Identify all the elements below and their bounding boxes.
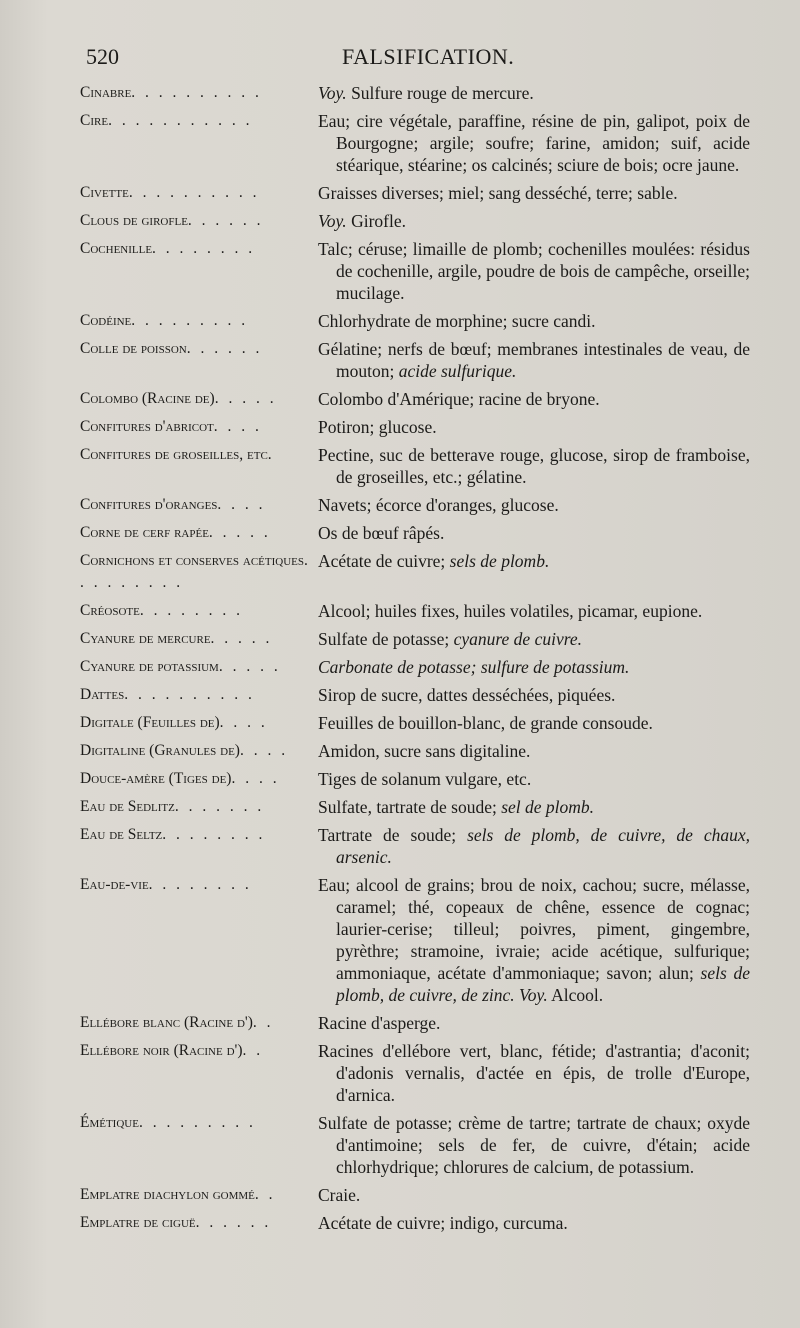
description-text: Girofle. xyxy=(346,211,406,231)
description-text: Acétate de cuivre; indigo, curcuma. xyxy=(318,1213,568,1233)
entry-row xyxy=(80,600,750,622)
entry-row xyxy=(80,768,750,790)
entry-term xyxy=(80,1112,318,1178)
entry-description xyxy=(318,1040,750,1106)
term-label: Colle de poisson xyxy=(80,340,187,357)
term-label: Eau de Seltz xyxy=(80,826,163,843)
entry-description xyxy=(318,522,750,544)
see-also-lead: Voy. xyxy=(318,83,347,103)
term-label: Emplatre de ciguë xyxy=(80,1214,196,1231)
entry-term xyxy=(80,338,318,382)
description-text: Feuilles de bouillon-blanc, de grande consoude. xyxy=(318,713,653,733)
description-text: Eau; alcool de grains; brou de noix, cachou; sucre, mélasse, caramel; thé, copeaux de chêne, essence de cognac; laurier-cerise; tilleul; poivres, piment, gingembre, pyrèthre; stramoine, ivraie; acide acétique, sulfurique; ammoniaque, acétate d'ammoniaque; savon; alun; xyxy=(318,875,750,983)
entry-term xyxy=(80,1012,318,1034)
italic-text: Carbonate de potasse; sulfure de potassium. xyxy=(318,657,630,677)
description-text: Sulfate de potasse; xyxy=(318,629,454,649)
term-label: Codéine xyxy=(80,312,132,329)
page-number: 520 xyxy=(86,44,119,69)
entry-term xyxy=(80,768,318,790)
entry-description xyxy=(318,338,750,382)
term-label: Ellébore noir (Racine d') xyxy=(80,1042,243,1059)
entry-term xyxy=(80,824,318,868)
entry-row xyxy=(80,210,750,232)
entry-term xyxy=(80,550,318,594)
leader-dots: . . . . xyxy=(219,714,268,731)
entry-term xyxy=(80,1040,318,1106)
entry-term xyxy=(80,522,318,544)
entry-description xyxy=(318,1112,750,1178)
description-text: Sulfure rouge de mercure. xyxy=(346,83,534,103)
entry-term xyxy=(80,740,318,762)
leader-dots: . . . . . . xyxy=(195,1214,272,1231)
entry-description xyxy=(318,684,750,706)
entry-description xyxy=(318,182,750,204)
entry-term xyxy=(80,416,318,438)
entry-description xyxy=(318,110,750,176)
term-label: Clous de girofle xyxy=(80,212,188,229)
entry-list xyxy=(80,82,750,1240)
description-end: Alcool. xyxy=(547,985,604,1005)
entry-row xyxy=(80,494,750,516)
leader-dots: . . . . xyxy=(239,742,289,759)
entry-term xyxy=(80,82,318,104)
leader-dots: . . . . . xyxy=(210,630,273,647)
entry-term xyxy=(80,310,318,332)
entry-term xyxy=(80,628,318,650)
entry-description xyxy=(318,210,750,232)
description-text: Alcool; huiles fixes, huiles volatiles, picamar, eupione. xyxy=(318,601,703,621)
description-text: Craie. xyxy=(318,1185,361,1205)
entry-description xyxy=(318,444,750,488)
entry-row xyxy=(80,238,750,304)
entry-row xyxy=(80,628,750,650)
entry-term xyxy=(80,1184,318,1206)
term-label: Emplatre diachylon gommé xyxy=(80,1186,255,1203)
entry-row xyxy=(80,1112,750,1178)
description-text: Pectine, suc de betterave rouge, glucose, sirop de framboise, de groseilles, etc.; gélatine. xyxy=(318,445,750,487)
italic-text: sels de plomb. xyxy=(449,551,550,571)
term-label: Créosote xyxy=(80,602,140,619)
italic-text: sel de plomb. xyxy=(501,797,595,817)
description-text: Tartrate de soude; xyxy=(318,825,468,845)
entry-row xyxy=(80,712,750,734)
leader-dots: . . xyxy=(242,1042,264,1059)
leader-dots: . . . . . . . . xyxy=(148,876,252,893)
entry-term xyxy=(80,388,318,410)
entry-term xyxy=(80,210,318,232)
entry-description xyxy=(318,82,750,104)
italic-text: sels de plomb, de cuivre, de zinc. Voy. xyxy=(336,963,750,1005)
description-text: Racine d'asperge. xyxy=(318,1013,441,1033)
entry-term xyxy=(80,444,318,488)
leader-dots: . . . . xyxy=(217,496,266,513)
entry-description xyxy=(318,1012,750,1034)
description-text: Navets; écorce d'oranges, glucose. xyxy=(318,495,559,515)
entry-term xyxy=(80,238,318,304)
leader-dots: . . . . . . . . xyxy=(162,826,266,843)
term-label: Cornichons et conserves acétiques xyxy=(80,552,304,569)
description-text: Talc; céruse; limaille de plomb; cochenilles moulées: résidus de cochenille, argile, poudre de bois de campêche, orseille; mucilage. xyxy=(318,239,750,303)
description-text: Racines d'ellébore vert, blanc, fétide; d'astrantia; d'aconit; d'adonis vernalis, d'actée en épis, de trolle d'Europe, d'arnica. xyxy=(318,1041,750,1105)
entry-description xyxy=(318,1212,750,1234)
description-text: Os de bœuf râpés. xyxy=(318,523,445,543)
leader-dots: . . . . . . . . . xyxy=(80,552,311,591)
entry-row xyxy=(80,874,750,1006)
italic-text: sels de plomb, de cuivre, de chaux, arsenic. xyxy=(336,825,750,867)
italic-text: cyanure de cuivre. xyxy=(453,629,583,649)
leader-dots: . . . . . xyxy=(218,658,281,675)
entry-description xyxy=(318,740,750,762)
description-text: Sulfate, tartrate de soude; xyxy=(318,797,502,817)
entry-row xyxy=(80,550,750,594)
entry-row xyxy=(80,1212,750,1234)
description-text: Chlorhydrate de morphine; sucre candi. xyxy=(318,311,596,331)
term-label: Cinabre xyxy=(80,84,132,101)
entry-term xyxy=(80,494,318,516)
term-label: Émétique xyxy=(80,1114,139,1131)
leader-dots: . . . . . . xyxy=(186,340,263,357)
term-label: Eau de Sedlitz xyxy=(80,798,175,815)
entry-term xyxy=(80,684,318,706)
entry-row xyxy=(80,796,750,818)
entry-description xyxy=(318,310,750,332)
entry-description xyxy=(318,874,750,1006)
entry-row xyxy=(80,310,750,332)
entry-row xyxy=(80,416,750,438)
entry-description xyxy=(318,416,750,438)
entry-description xyxy=(318,550,750,594)
term-label: Confitures d'oranges xyxy=(80,496,218,513)
entry-row xyxy=(80,656,750,678)
leader-dots: . . . . . . . . . . xyxy=(131,84,262,101)
entry-row xyxy=(80,1184,750,1206)
term-label: Ellébore blanc (Racine d') xyxy=(80,1014,253,1031)
entry-description xyxy=(318,796,750,818)
entry-row xyxy=(80,740,750,762)
entry-row xyxy=(80,444,750,488)
term-label: Dattes xyxy=(80,686,125,703)
leader-dots: . . . . . . . . xyxy=(139,602,243,619)
entry-row xyxy=(80,824,750,868)
term-label: Douce-amère (Tiges de) xyxy=(80,770,232,787)
entry-term xyxy=(80,600,318,622)
entry-term xyxy=(80,110,318,176)
leader-dots: . . . . . . . . . xyxy=(131,312,249,329)
entry-row xyxy=(80,1040,750,1106)
description-text: Graisses diverses; miel; sang desséché, terre; sable. xyxy=(318,183,678,203)
description-text: Sulfate de potasse; crème de tartre; tartrate de chaux; oxyde d'antimoine; sels de fer, de cuivre, d'étain; acide chlorhydrique; chlorures de calcium, de potassium. xyxy=(318,1113,750,1177)
entry-description xyxy=(318,656,750,678)
term-label: Confitures d'abricot xyxy=(80,418,214,435)
entry-description xyxy=(318,1184,750,1206)
term-label: Digitale (Feuilles de) xyxy=(80,714,220,731)
entry-row xyxy=(80,1012,750,1034)
description-text: Eau; cire végétale, paraffine, résine de pin, galipot, poix de Bourgogne; argile; soufre; farine, amidon; suif, acide stéarique, stéarine; os calcinés; sciure de bois; ocre jaune. xyxy=(318,111,750,175)
see-also-lead: Voy. xyxy=(318,211,347,231)
description-text: Tiges de solanum vulgare, etc. xyxy=(318,769,532,789)
term-label: Eau-de-vie xyxy=(80,876,149,893)
entry-term xyxy=(80,656,318,678)
description-text: Potiron; glucose. xyxy=(318,417,437,437)
leader-dots: . . . . . xyxy=(208,524,271,541)
entry-description xyxy=(318,494,750,516)
description-text: Gélatine; nerfs de bœuf; membranes intestinales de veau, de mouton; xyxy=(318,339,750,381)
entry-description xyxy=(318,388,750,410)
entry-row xyxy=(80,82,750,104)
entry-row xyxy=(80,388,750,410)
description-text: Sirop de sucre, dattes desséchées, piquées. xyxy=(318,685,616,705)
leader-dots: . . . . . . . . . . xyxy=(124,686,255,703)
entry-description xyxy=(318,824,750,868)
description-text: Amidon, sucre sans digitaline. xyxy=(318,741,531,761)
leader-dots: . . . . . . xyxy=(187,212,264,229)
entry-term xyxy=(80,796,318,818)
leader-dots: . . . . xyxy=(213,418,262,435)
leader-dots: . . . . . . . . . xyxy=(138,1114,256,1131)
leader-dots: . . xyxy=(254,1186,276,1203)
page-header xyxy=(86,44,750,78)
description-text: Acétate de cuivre; xyxy=(318,551,450,571)
running-title: FALSIFICATION. xyxy=(342,44,515,69)
entry-row xyxy=(80,684,750,706)
leader-dots: . . . . . . . . xyxy=(152,240,256,257)
term-label: Colombo (Racine de) xyxy=(80,390,215,407)
leader-dots: . . . . . . . xyxy=(174,798,265,815)
leader-dots: . . . . . . . . . . xyxy=(128,184,260,201)
term-label: Cire xyxy=(80,112,109,129)
leader-dots: . . . . xyxy=(231,770,280,787)
term-label: Cyanure de mercure xyxy=(80,630,211,647)
term-label: Corne de cerf rapée xyxy=(80,524,209,541)
leader-dots: . . . . . xyxy=(214,390,277,407)
entry-row xyxy=(80,110,750,176)
entry-row xyxy=(80,522,750,544)
description-text: Colombo d'Amérique; racine de bryone. xyxy=(318,389,600,409)
entry-term xyxy=(80,712,318,734)
entry-description xyxy=(318,600,750,622)
entry-term xyxy=(80,182,318,204)
entry-description xyxy=(318,238,750,304)
entry-description xyxy=(318,712,750,734)
term-label: Confitures de groseilles, etc. xyxy=(80,446,272,463)
term-label: Cochenille xyxy=(80,240,153,257)
italic-text: acide sulfurique. xyxy=(398,361,517,381)
entry-description xyxy=(318,768,750,790)
term-label: Civette xyxy=(80,184,129,201)
leader-dots: . . xyxy=(252,1014,274,1031)
entry-row xyxy=(80,182,750,204)
leader-dots: . . . . . . . . . . . xyxy=(108,112,253,129)
entry-term xyxy=(80,1212,318,1234)
term-label: Digitaline (Granules de) xyxy=(80,742,240,759)
entry-row xyxy=(80,338,750,382)
entry-description xyxy=(318,628,750,650)
term-label: Cyanure de potassium xyxy=(80,658,219,675)
entry-term xyxy=(80,874,318,1006)
